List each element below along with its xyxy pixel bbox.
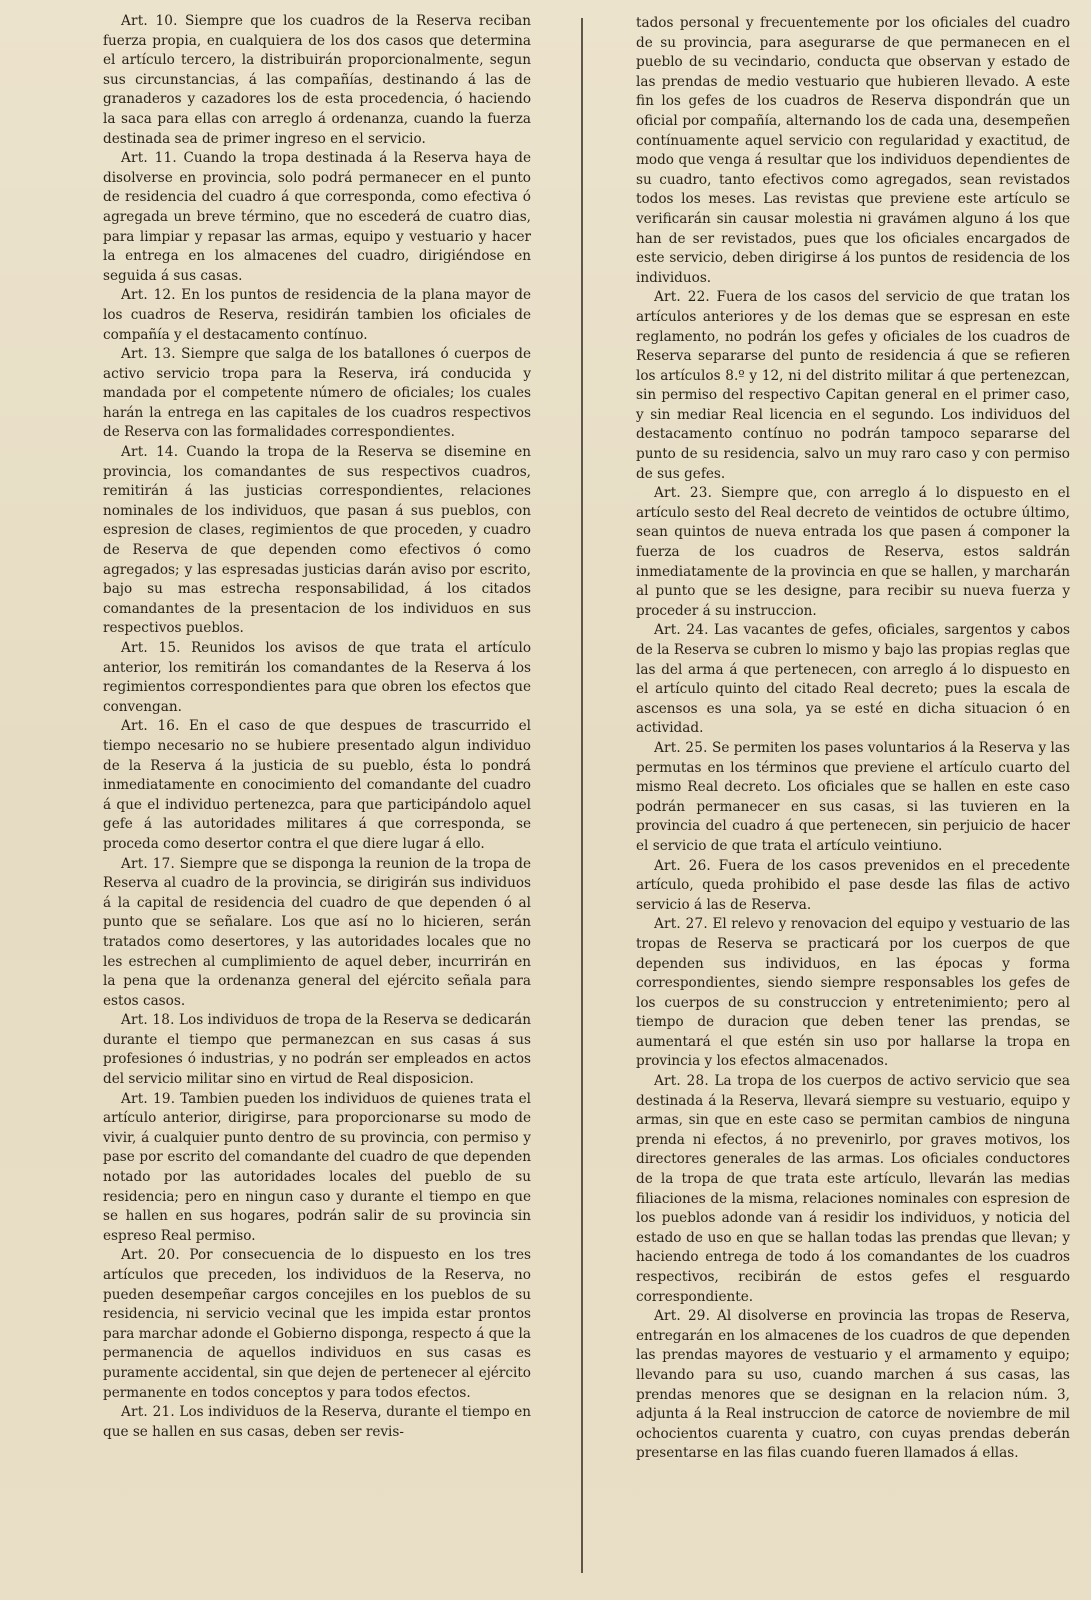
article-label: Art. 12. (121, 287, 176, 304)
article-paragraph (636, 14, 1070, 288)
article-text: tados personal y frecuentemente por los oficiales del cuadro de su provincia, para asegurarse de que permanecen en el pueblo de su vecindario, conducta que observan y estado de las prendas de medio vestuario que hubieren llevado. A este fin los gefes de los cuadros de Reserva dispondrán que un oficial por compañía, alternando los de cada una, desempeñen contínuamente aquel servicio con regularidad y exactitud, de modo que venga á resultar que los individuos dependientes de su cuadro, tanto efectivos como agregados, sean revistados todos los meses. Las revistas que previene este artículo se verificarán sin causar molestia ni gravámen alguno á los que han de ser revistados, pues que los oficiales encargados de este servicio, deben dirigirse á los puntos de residencia de los individuos. (636, 15, 1070, 286)
article-paragraph (636, 915, 1070, 1072)
article-paragraph (103, 443, 531, 639)
article-paragraph (103, 1011, 531, 1089)
article-paragraph (103, 1246, 531, 1403)
article-label: Art. 21. (121, 1404, 175, 1421)
article-text: Siempre que los cuadros de la Reserva reciban fuerza propia, en cualquiera de los dos casos que determina el artículo tercero, la distribuirán proporcionalmente, segun sus circunstancias, á las compañías, destinando á las de granaderos y cazadores los de esta procedencia, ó haciendo la saca para ellas con arreglo á ordenanza, cuando la fuerza destinada sea de primer ingreso en el servicio. (103, 13, 532, 147)
article-paragraph (103, 345, 531, 443)
article-text: Siempre que salga de los batallones ó cuerpos de activo servicio tropa para la Reserva, irá conducida y mandada por el competente número de oficiales; los cuales harán la entrega en las capitales de los cuadros respectivos de Reserva con las formalidades correspondientes. (103, 346, 532, 441)
article-text: Reunidos los avisos de que trata el artículo anterior, los remitirán los comandantes de la Reserva á los regimientos correspondientes para que obren los efectos que convengan. (103, 640, 531, 715)
article-paragraph (103, 149, 531, 286)
article-text: El relevo y renovacion del equipo y vestuario de las tropas de Reserva se practicará por los cuerpos de que dependen sus individuos, en las épocas y forma correspondientes, siendo siempre responsables los gefes de los cuerpos de su construccion y entretenimiento; pero al tiempo de duracion que deben tener las prendas, se aumentará el que estén sin uso por hallarse la tropa en provincia y los efectos almacenados. (636, 916, 1071, 1070)
column-divider (581, 18, 583, 1573)
article-text: Cuando la tropa de la Reserva se disemine en provincia, los comandantes de sus respectivos cuadros, remitirán á las justicias correspondientes, relaciones nominales de los individuos, que pasan á sus pueblos, con espresion de clases, regimientos de que proceden, y cuadro de Reserva de que dependen como efectivos ó como agregados; y las espresadas justicias darán aviso por escrito, bajo su mas estrecha responsabilidad, á los citados comandantes de la presentacion de los individuos en sus respectivos pueblos. (103, 444, 531, 637)
article-label: Art. 25. (654, 739, 708, 756)
article-text: Cuando la tropa destinada á la Reserva haya de disolverse en provincia, solo podrá permanecer en el punto de residencia del cuadro á que corresponda, como efectiva ó agregada un breve término, que no escederá de cuatro dias, para limpiar y repasar las armas, equipo y vestuario y hacer la entrega en los almacenes del cuadro, dirigiéndose en seguida á sus casas. (103, 150, 532, 284)
article-text: Al disolverse en provincia las tropas de Reserva, entregarán en los almacenes de los cuadros de que dependen las prendas mayores de vestuario y el armamento y equipo; llevando para su uso, cuando marchen á sus casas, las prendas menores que se designan en la relacion núm. 3, adjunta á la Real instruccion de catorce de noviembre de mil ochocientos cuarenta y cuatro, con cuyas prendas deberán presentarse en las filas cuando fueren llamados á ellas. (636, 1308, 1070, 1462)
article-label: Art. 14. (121, 444, 179, 461)
article-text: La tropa de los cuerpos de activo servicio que sea destinada á la Reserva, llevará siempre su vestuario, equipo y armas, sin que en este caso se permitan cambios de ninguna prenda ni efectos, á no prevenirlo, por graves motivos, los directores generales de las armas. Los oficiales conductores de la tropa de que trata este artículo, llevarán las medias filiaciones de la misma, relaciones nominales con espresion de los pueblos adonde van á residir los individuos, y noticia del estado de uso en que se hallan todas las prendas que llevan; y haciendo entrega de todo á los comandantes de los cuadros respectivos, recibirán de estos gefes el resguardo correspondiente. (636, 1073, 1070, 1305)
article-paragraph (103, 1090, 531, 1247)
article-label: Art. 26. (654, 857, 711, 874)
article-paragraph (636, 857, 1070, 916)
article-text: Fuera de los casos prevenidos en el precedente artículo, queda prohibido el pase desde las filas de activo servicio á las de Reserva. (636, 857, 1070, 913)
article-text: Tambien pueden los individuos de quienes trata el artículo anterior, dirigirse, para proporcionarse su modo de vivir, á cualquier punto dentro de su provincia, con permiso y pase por escrito del comandante del cuadro de que dependen notado por las autoridades locales del pueblo de su residencia; pero en ningun caso y durante el tiempo en que se hallen en sus hogares, podrán salir de su provincia sin espreso Real permiso. (103, 1090, 531, 1244)
article-label: Art. 16. (121, 718, 180, 735)
article-text: Las vacantes de gefes, oficiales, sargentos y cabos de la Reserva se cubren lo mismo y bajo las propias reglas que las del arma á que pertenecen, con arreglo á lo dispuesto en el artículo quinto del citado Real decreto; pues la escala de ascensos es una sola, ya se esté en dicha situacion ó en actividad. (636, 622, 1071, 737)
article-text: En los puntos de residencia de la plana mayor de los cuadros de Reserva, residirán tambien los oficiales de compañía y el destacamento contínuo. (103, 287, 532, 343)
article-label: Art. 22. (654, 289, 710, 306)
article-paragraph (636, 1307, 1070, 1464)
article-paragraph (636, 739, 1070, 857)
article-text: Siempre que, con arreglo á lo dispuesto en el artículo sesto del Real decreto de veintidos de octubre último, sean quintos de nueva entrada los que pasen á componer la fuerza de los cuadros de Reserva, estos saldrán inmediatamente de la provincia en que se hallen, y marcharán al punto que se les designe, para recibir su nueva fuerza y proceder á su instruccion. (636, 485, 1070, 619)
article-paragraph (103, 639, 531, 717)
article-label: Art. 13. (121, 346, 176, 363)
article-paragraph (636, 1072, 1070, 1307)
article-label: Art. 17. (121, 855, 175, 872)
article-paragraph (636, 288, 1070, 484)
article-text: Los individuos de la Reserva, durante el tiempo en que se hallen en sus casas, deben ser revis- (103, 1404, 531, 1440)
article-text: Siempre que se disponga la reunion de la tropa de Reserva al cuadro de la provincia, se dirigirán sus individuos á la capital de residencia del cuadro de que dependen ó al punto que se señalare. Los que así no lo hicieren, serán tratados como desertores, y las autoridades locales que no les estrechen al cumplimiento de aquel deber, incurrirán en la pena que la ordenanza general del ejército señala para estos casos. (103, 855, 531, 1009)
article-label: Art. 20. (121, 1247, 180, 1264)
article-label: Art. 10. (121, 13, 178, 29)
article-label: Art. 11. (121, 150, 177, 167)
article-paragraph (103, 855, 531, 1012)
article-label: Art. 27. (654, 916, 708, 933)
article-label: Art. 18. (121, 1012, 175, 1029)
article-text: En el caso de que despues de trascurrido el tiempo necesario no se hubiere presentado algun individuo de la Reserva á la justicia de su pueblo, ésta lo pondrá inmediatamente en conocimiento del comandante del cuadro á que el individuo pertenezca, para que participándolo aquel gefe á las autoridades militares á que corresponda, se proceda como desertor contra el que diere lugar á ello. (103, 718, 532, 852)
article-paragraph (636, 484, 1070, 621)
article-label: Art. 29. (654, 1308, 711, 1325)
article-label: Art. 24. (654, 622, 709, 639)
article-label: Art. 23. (654, 485, 713, 502)
article-label: Art. 28. (654, 1073, 709, 1090)
left-column (103, 12, 531, 1442)
article-paragraph (103, 12, 531, 149)
article-paragraph (636, 621, 1070, 739)
right-column (636, 14, 1070, 1464)
article-text: Se permiten los pases voluntarios á la Reserva y las permutas en los términos que previene el artículo cuarto del mismo Real decreto. Los oficiales que se hallen en este caso podrán permanecer en sus casas, si las tuvieren en la provincia del cuadro á que pertenecen, sin perjuicio de hacer el servicio de que trata el artículo veintiuno. (636, 739, 1070, 854)
article-paragraph (103, 286, 531, 345)
article-text: Por consecuencia de lo dispuesto en los tres artículos que preceden, los individuos de la Reserva, no pueden desempeñar cargos concejiles en los pueblos de su residencia, ni servicio vecinal que les impida estar prontos para marchar adonde el Gobierno disponga, respecto á que la permanencia de aquellos individuos en sus casas es puramente accidental, sin que dejen de pertenecer al ejército permanente en todos conceptos y para todos efectos. (103, 1247, 531, 1401)
article-text: Los individuos de tropa de la Reserva se dedicarán durante el tiempo que permanezcan en sus casas á sus profesiones ó industrias, y no podrán ser empleados en actos del servicio militar sino en virtud de Real disposicion. (103, 1012, 531, 1088)
article-paragraph (103, 717, 531, 854)
article-paragraph (103, 1403, 531, 1442)
article-text: Fuera de los casos del servicio de que tratan los artículos anteriores y de los demas que se espresan en este reglamento, no podrán los gefes y oficiales de los cuadros de Reserva separarse del punto de residencia á que se refieren los artículos 8.º y 12, ni del distrito militar á que pertenezcan, sin permiso del respectivo Capitan general en el primer caso, y sin mediar Real licencia en el segundo. Los individuos del destacamento contínuo no podrán tampoco separarse del punto de su residencia, salvo un muy raro caso y con permiso de sus gefes. (636, 289, 1070, 482)
article-label: Art. 15. (121, 640, 181, 656)
article-label: Art. 19. (121, 1090, 176, 1107)
